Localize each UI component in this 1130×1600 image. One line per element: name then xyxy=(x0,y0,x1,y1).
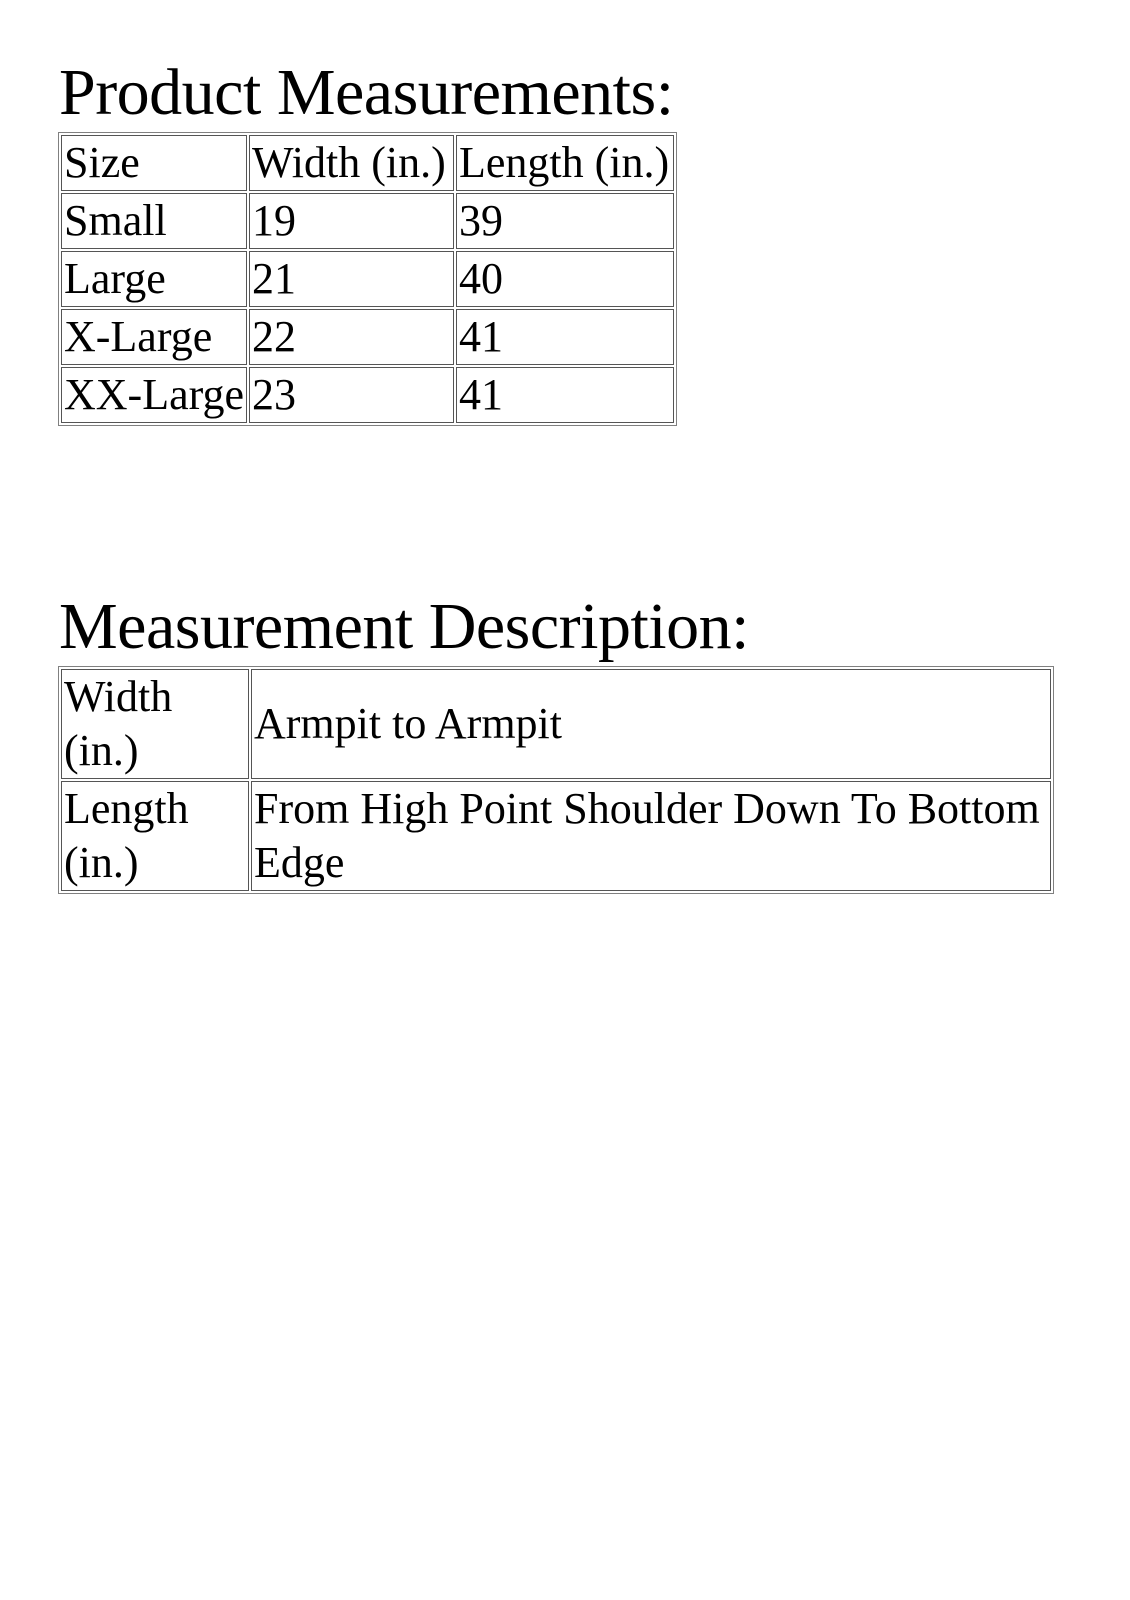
length-cell: 40 xyxy=(456,251,674,307)
length-cell: 41 xyxy=(456,367,674,423)
size-cell: X-Large xyxy=(61,309,247,365)
table-header-row xyxy=(61,135,674,191)
measurement-description-title: Measurement Description: xyxy=(59,590,749,663)
size-cell: Small xyxy=(61,193,247,249)
table-row xyxy=(61,781,1051,891)
table-row xyxy=(61,193,674,249)
width-cell: 23 xyxy=(249,367,454,423)
description-table xyxy=(58,666,1054,894)
product-measurements-title: Product Measurements: xyxy=(59,56,674,129)
size-cell: XX-Large xyxy=(61,367,247,423)
length-cell: 41 xyxy=(456,309,674,365)
measurement-name-cell: Width (in.) xyxy=(61,669,249,779)
width-cell: 19 xyxy=(249,193,454,249)
measurement-description-cell: Armpit to Armpit xyxy=(251,669,1051,779)
table-row xyxy=(61,367,674,423)
length-cell: 39 xyxy=(456,193,674,249)
header-size: Size xyxy=(61,135,247,191)
table-row xyxy=(61,309,674,365)
header-width: Width (in.) xyxy=(249,135,454,191)
width-cell: 21 xyxy=(249,251,454,307)
size-table xyxy=(58,132,677,426)
measurement-name-cell: Length (in.) xyxy=(61,781,249,891)
table-row xyxy=(61,251,674,307)
measurement-description-cell: From High Point Shoulder Down To Bottom Edge xyxy=(251,781,1051,891)
width-cell: 22 xyxy=(249,309,454,365)
header-length: Length (in.) xyxy=(456,135,674,191)
table-row xyxy=(61,669,1051,779)
size-cell: Large xyxy=(61,251,247,307)
